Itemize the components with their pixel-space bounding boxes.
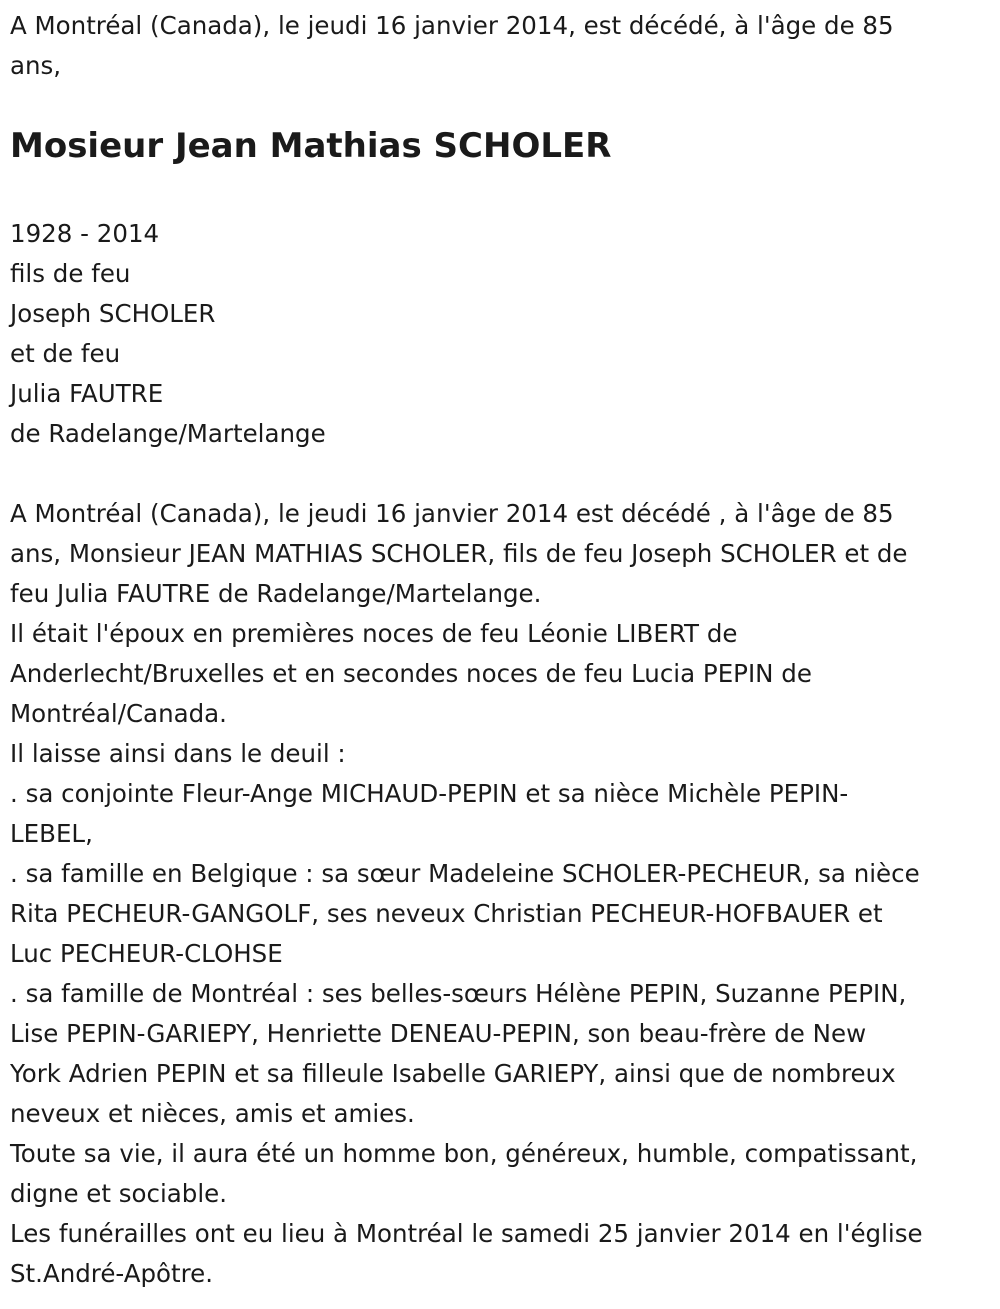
mother-name: Julia FAUTRE [10,379,164,408]
body-line: Montréal/Canada. [10,699,227,728]
intro-line: A Montréal (Canada), le jeudi 16 janvier 2014, est décédé, à l'âge de 85 [10,11,894,40]
detail-line: et de feu [10,339,121,368]
body-line: . sa famille en Belgique : sa sœur Madeleine SCHOLER-PECHEUR, sa nièce [10,859,920,888]
hometown-line: de Radelange/Martelange [10,419,326,448]
body-line: Luc PECHEUR-CLOHSE [10,939,283,968]
body-line: Les funérailles ont eu lieu à Montréal le samedi 25 janvier 2014 en l'église [10,1219,923,1248]
body-line: neveux et nièces, amis et amies. [10,1099,415,1128]
body-line: digne et sociable. [10,1179,228,1208]
body-line: LEBEL, [10,819,93,848]
body-text [10,494,990,1294]
father-name: Joseph SCHOLER [10,299,216,328]
detail-line: fils de feu [10,259,131,288]
details-block [10,214,990,454]
body-line: Toute sa vie, il aura été un homme bon, généreux, humble, compatissant, [10,1139,918,1168]
deceased-name: Mosieur Jean Mathias SCHOLER [10,126,612,166]
intro-line: ans, [10,51,62,80]
body-line: Il était l'époux en premières noces de feu Léonie LIBERT de [10,619,738,648]
body-line: Anderlecht/Bruxelles et en secondes noces de feu Lucia PEPIN de [10,659,812,688]
years-line: 1928 - 2014 [10,219,160,248]
body-line: Rita PECHEUR-GANGOLF, ses neveux Christian PECHEUR-HOFBAUER et [10,899,883,928]
body-line: . sa famille de Montréal : ses belles-sœurs Hélène PEPIN, Suzanne PEPIN, [10,979,907,1008]
body-line: . sa conjointe Fleur-Ange MICHAUD-PEPIN et sa nièce Michèle PEPIN- [10,779,849,808]
body-line: Lise PEPIN-GARIEPY, Henriette DENEAU-PEPIN, son beau-frère de New [10,1019,867,1048]
body-line: A Montréal (Canada), le jeudi 16 janvier 2014 est décédé , à l'âge de 85 [10,499,894,528]
body-line: Il laisse ainsi dans le deuil : [10,739,346,768]
body-line: ans, Monsieur JEAN MATHIAS SCHOLER, fils de feu Joseph SCHOLER et de [10,539,908,568]
body-line: York Adrien PEPIN et sa filleule Isabelle GARIEPY, ainsi que de nombreux [10,1059,896,1088]
spacer [10,454,990,494]
body-line: feu Julia FAUTRE de Radelange/Martelange. [10,579,542,608]
body-line: St.André-Apôtre. [10,1259,213,1288]
intro-paragraph [10,0,990,86]
